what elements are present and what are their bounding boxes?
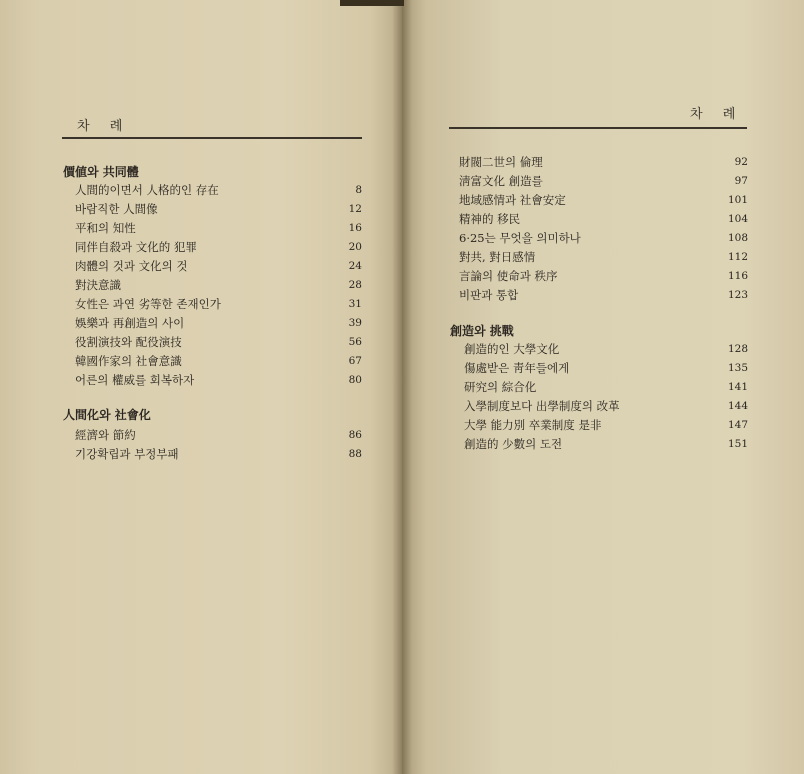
toc-entry-title: 地域感情과 社會安定 [459,193,566,207]
toc-entry-title: 財閥二世의 倫理 [459,155,543,169]
toc-entry [464,340,748,358]
toc-entry-title: 大學 能力別 卒業制度 是非 [464,418,602,432]
toc-entry-title: 平和의 知性 [75,221,136,235]
toc-entry [464,378,748,396]
toc-entry [459,191,748,209]
right-page-header: 차 례 [690,107,744,122]
toc-entry-title: 비판과 통합 [459,288,519,302]
toc-entry-page: 104 [727,213,748,225]
toc-entry-page: 135 [727,362,748,374]
toc-entry-title: 娛樂과 再創造의 사이 [75,316,185,330]
toc-entry-page: 151 [727,438,748,450]
toc-entry [459,229,748,247]
toc-entry-title: 同伴自殺과 文化的 犯罪 [75,240,197,254]
toc-entry-title: 韓國作家의 社會意識 [75,354,182,368]
book-gutter [392,0,412,774]
toc-entry [459,248,748,266]
right-header-rule [449,127,747,129]
toc-entry-page: 20 [348,241,362,253]
section-title-creation-challenge: 創造와 挑戰 [450,324,514,338]
toc-entry-page: 101 [727,194,748,206]
toc-entry [75,333,362,351]
toc-entry [75,426,362,444]
toc-entry-page: 86 [348,429,362,441]
toc-entry-title: 經濟와 節約 [75,428,136,442]
toc-entry [75,238,362,256]
page-top-edge [340,0,404,6]
toc-entry-page: 88 [348,448,362,460]
toc-entry [459,172,748,190]
toc-entry-title: 對決意識 [75,278,121,292]
toc-entry [75,314,362,332]
toc-entry-page: 141 [727,381,748,393]
toc-entry [75,219,362,237]
left-header-rule [62,137,362,139]
toc-entry-page: 147 [727,419,748,431]
toc-entry [75,371,362,389]
toc-entry-page: 56 [348,336,362,348]
left-page-header: 차 례 [77,119,131,134]
toc-entry-title: 6·25는 무엇을 의미하나 [459,231,581,245]
toc-entry-title: 女性은 과연 劣等한 존재인가 [75,297,221,311]
toc-entry-title: 言論의 使命과 秩序 [459,269,558,283]
toc-entry-title: 役割演技와 配役演技 [75,335,182,349]
toc-entry-page: 144 [727,400,748,412]
toc-entry-title: 入學制度보다 出學制度의 改革 [464,399,620,413]
toc-entry [75,181,362,199]
toc-entry-title: 研究의 綜合化 [464,380,537,394]
toc-entry-title: 對共, 對日感情 [459,250,536,264]
section-title-values-community: 價値와 共同體 [63,165,139,179]
section-title-humanization-socialization: 人間化와 社會化 [63,408,151,422]
toc-entry-page: 128 [727,343,748,355]
toc-entry [75,257,362,275]
toc-entry-page: 97 [734,175,748,187]
toc-entry [75,200,362,218]
toc-entry [75,352,362,370]
toc-entry-title: 淸富文化 創造를 [459,174,543,188]
toc-entry-title: 創造的인 大學文化 [464,342,560,356]
toc-entry-page: 8 [355,184,362,196]
toc-entry [459,153,748,171]
toc-entry-title: 바람직한 人間像 [75,202,158,216]
toc-entry [75,276,362,294]
toc-entry [464,435,748,453]
toc-entry [459,286,748,304]
toc-entry [459,210,748,228]
toc-entry-page: 39 [348,317,362,329]
toc-entry-title: 人間的이면서 人格的인 存在 [75,183,219,197]
toc-entry-page: 116 [727,270,748,282]
toc-entry-page: 80 [348,374,362,386]
toc-entry-page: 67 [348,355,362,367]
toc-entry-page: 31 [348,298,362,310]
toc-entry-page: 28 [348,279,362,291]
toc-entry-page: 24 [348,260,362,272]
toc-entry-page: 123 [727,289,748,301]
toc-entry [75,295,362,313]
toc-entry [464,416,748,434]
toc-entry [459,267,748,285]
toc-entry-page: 112 [727,251,748,263]
toc-entry-page: 12 [348,203,362,215]
toc-entry [464,359,748,377]
toc-entry-title: 어른의 權威를 회복하자 [75,373,195,387]
toc-entry-page: 16 [348,222,362,234]
toc-entry-page: 108 [727,232,748,244]
toc-entry [75,445,362,463]
toc-entry-title: 創造的 少數의 도전 [464,437,563,451]
toc-entry-title: 傷處받은 靑年들에게 [464,361,570,375]
toc-entry-title: 기강확립과 부정부패 [75,447,179,461]
toc-entry-page: 92 [734,156,748,168]
toc-entry-title: 精神的 移民 [459,212,521,226]
toc-entry [464,397,748,415]
toc-entry-title: 肉體의 것과 文化의 것 [75,259,188,273]
